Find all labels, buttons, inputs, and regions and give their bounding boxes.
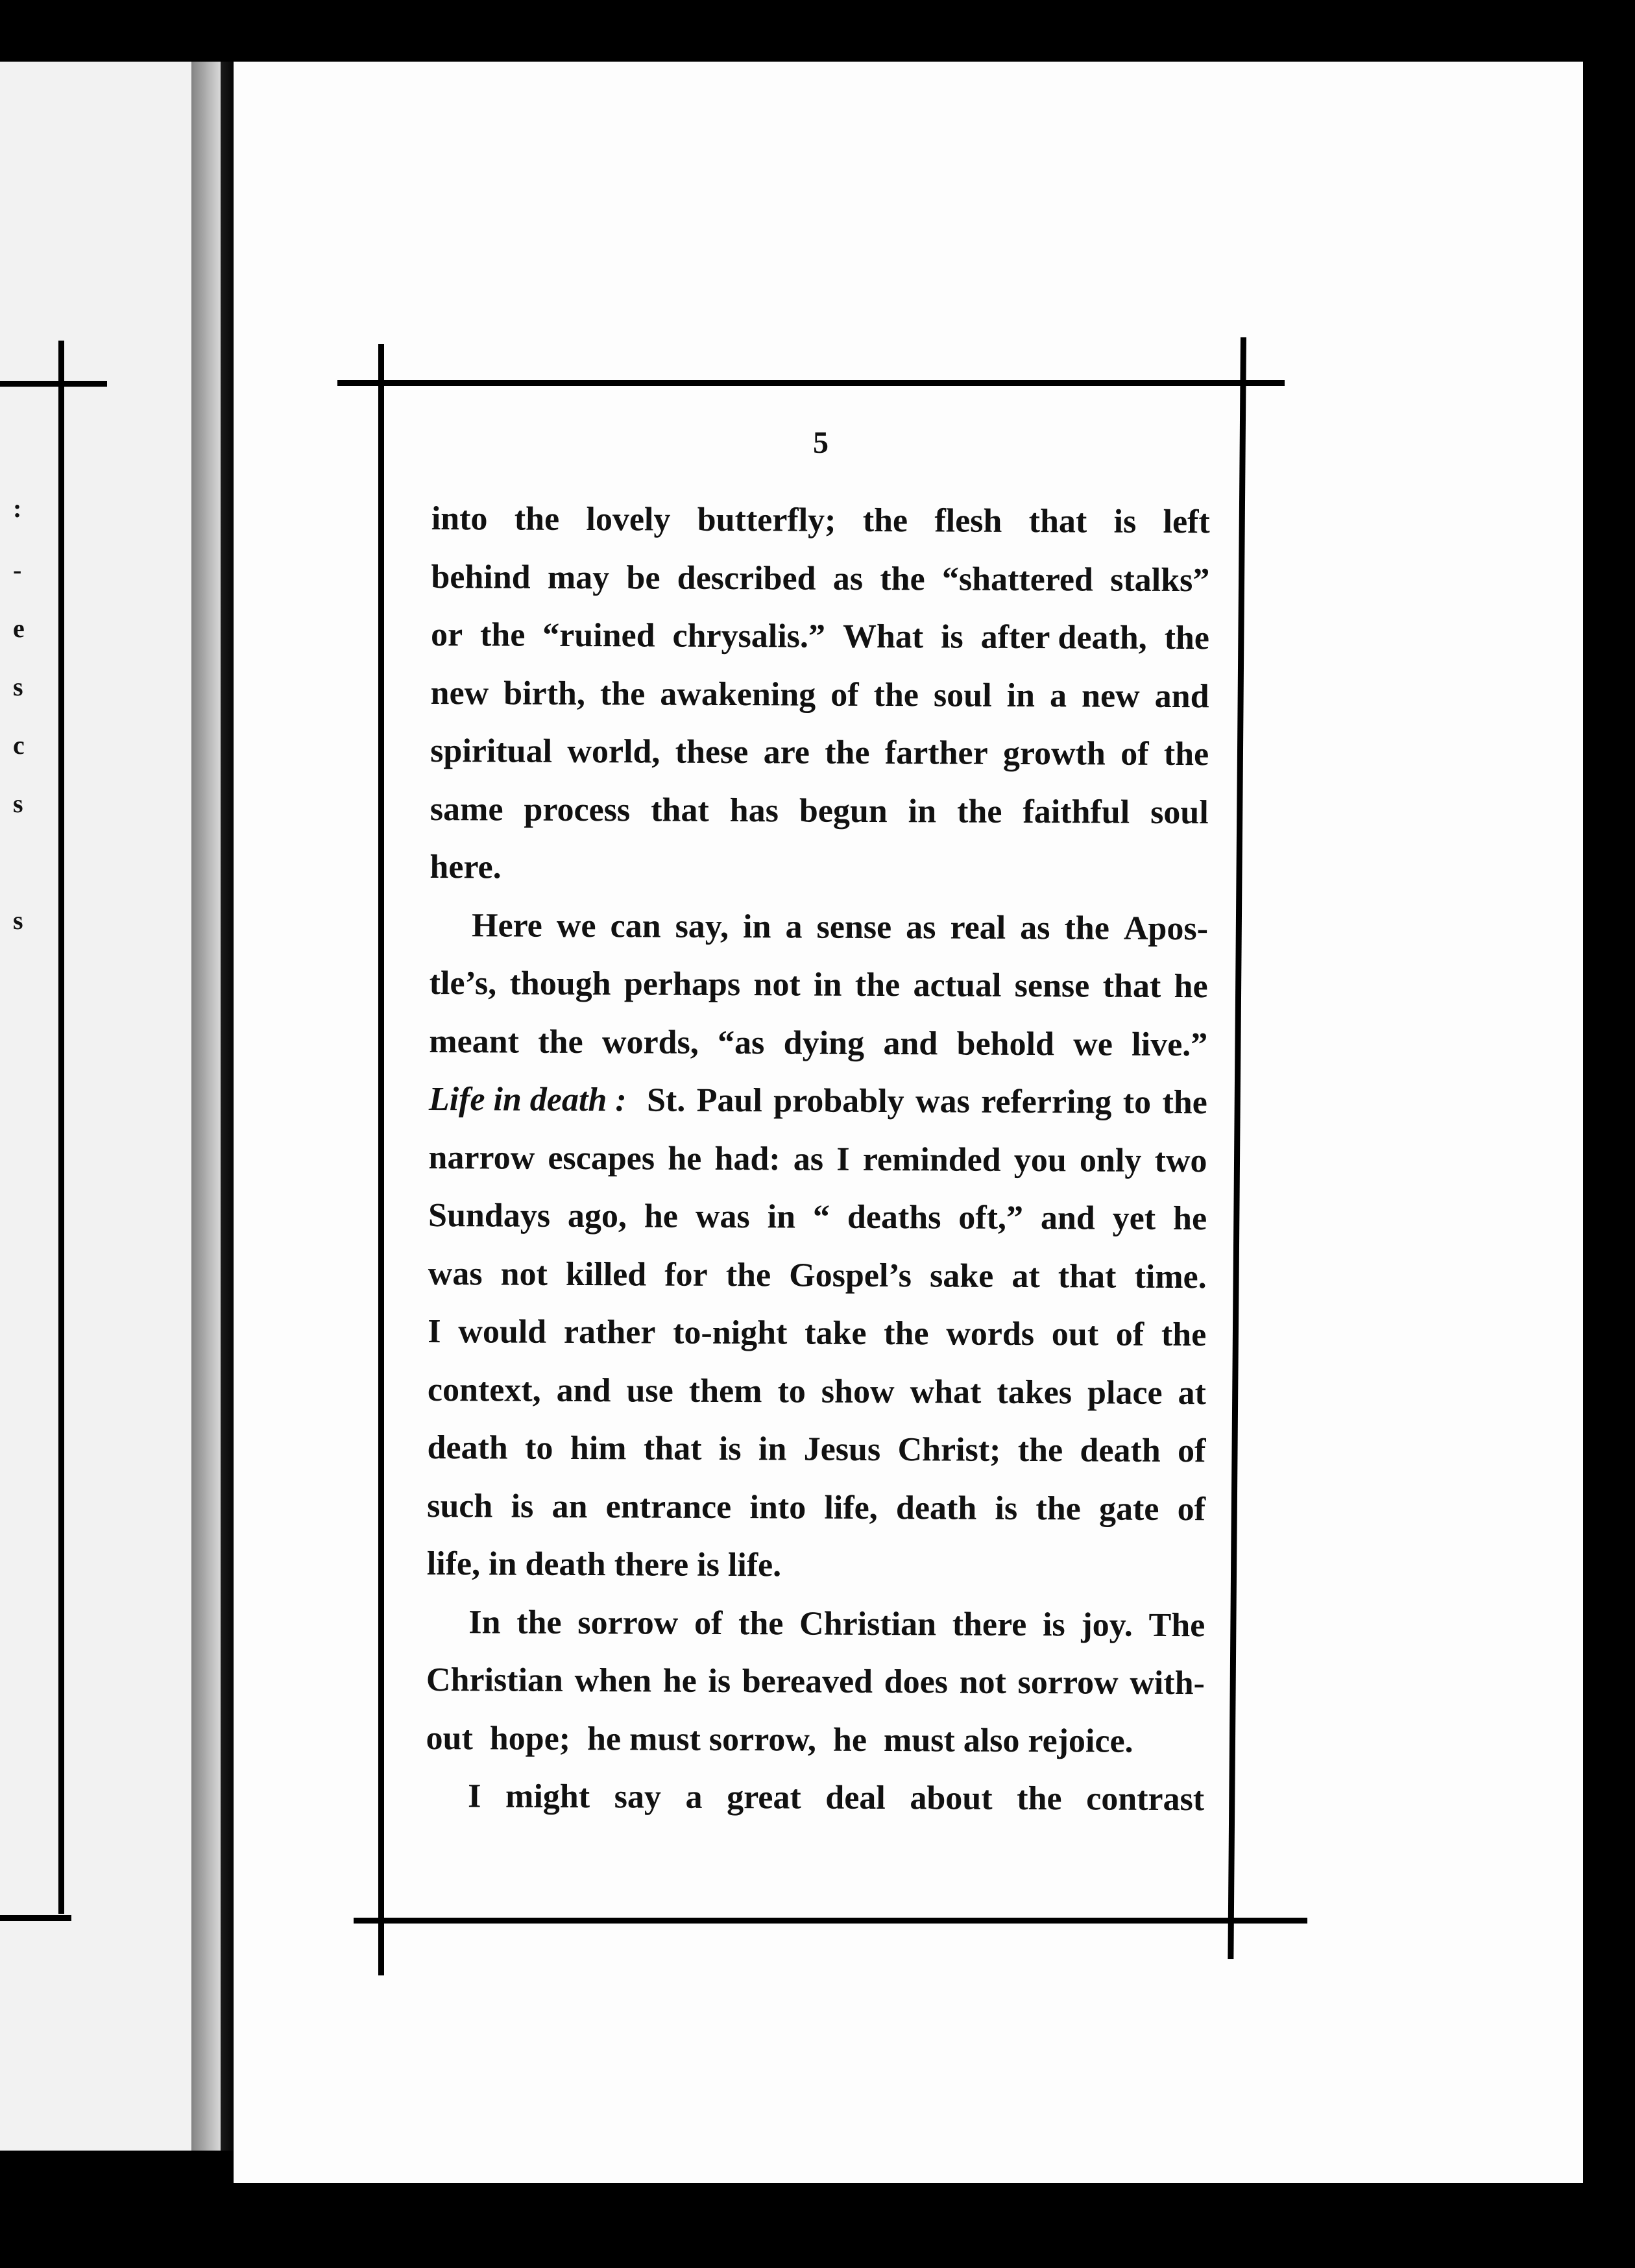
word: reminded — [862, 1140, 1001, 1179]
word: two — [1154, 1142, 1207, 1179]
line-text: out hope; he must sorrow, he must also rejoice. — [426, 1719, 1133, 1760]
word: the — [738, 1604, 784, 1642]
word: use — [626, 1371, 673, 1410]
word: death — [895, 1489, 977, 1527]
word: the — [862, 501, 908, 540]
word: stalks” — [1110, 561, 1210, 599]
word: he — [644, 1198, 679, 1235]
word: and — [1040, 1200, 1095, 1237]
word: referring — [981, 1083, 1112, 1121]
previous-page-mark: : — [13, 494, 22, 523]
text-line — [426, 1651, 1205, 1713]
text-line — [429, 954, 1207, 1016]
word: rather — [563, 1313, 656, 1351]
word: the — [1064, 909, 1110, 947]
word: sorrow — [577, 1604, 679, 1642]
word: words — [946, 1315, 1035, 1353]
word: soul — [1150, 793, 1209, 831]
text-line — [429, 1012, 1207, 1074]
word: contrast — [1086, 1780, 1205, 1818]
word: not — [500, 1255, 548, 1293]
text-line — [431, 606, 1209, 668]
italic-phrase: Life in death : — [428, 1080, 627, 1119]
word: he — [668, 1140, 702, 1177]
word: begun — [799, 791, 888, 830]
word: that — [1058, 1257, 1117, 1296]
word: “ruined — [542, 616, 655, 655]
text-line — [431, 490, 1210, 551]
word: such — [427, 1487, 493, 1525]
word: of — [1120, 735, 1149, 773]
word: the — [1017, 1779, 1062, 1818]
word: of — [694, 1604, 723, 1642]
word: the — [880, 560, 925, 597]
word: a — [785, 908, 803, 945]
word: has — [729, 791, 779, 829]
text-line — [427, 1477, 1205, 1538]
text-line — [430, 838, 1208, 900]
word: narrow — [428, 1139, 535, 1177]
word: that — [1102, 967, 1161, 1005]
word: killed — [565, 1255, 647, 1293]
text-line — [426, 1593, 1205, 1654]
word: when — [574, 1661, 652, 1700]
word: actual — [913, 967, 1002, 1004]
word: not — [753, 966, 801, 1004]
previous-page-rule-vertical — [58, 341, 64, 1914]
word: and — [1154, 677, 1209, 715]
word: him — [570, 1429, 627, 1467]
word: what — [910, 1373, 982, 1411]
text-line — [429, 1070, 1207, 1132]
word: growth — [1002, 734, 1106, 773]
word: that — [651, 791, 709, 829]
word: we — [556, 907, 596, 945]
word: take — [805, 1314, 867, 1352]
word: with- — [1130, 1664, 1205, 1702]
word: the — [1164, 619, 1210, 657]
word: probably — [773, 1082, 904, 1120]
word: deaths — [847, 1198, 941, 1237]
word: in — [742, 908, 771, 945]
word: to — [777, 1372, 806, 1410]
word: faithful — [1023, 793, 1130, 831]
word: the — [884, 1315, 929, 1353]
word: yet — [1112, 1200, 1156, 1237]
line-text: here. — [430, 848, 502, 886]
word: you — [1013, 1141, 1067, 1179]
word: meant — [429, 1022, 520, 1061]
word: after death, — [980, 618, 1147, 657]
word: is — [995, 1490, 1018, 1527]
word: Gospel’s — [789, 1256, 912, 1294]
word: about — [910, 1779, 993, 1817]
word: had: — [714, 1140, 781, 1177]
word: out — [1051, 1316, 1099, 1353]
word: might — [505, 1778, 590, 1816]
word: of — [1115, 1316, 1144, 1353]
word: is — [1042, 1606, 1065, 1643]
word: “shattered — [941, 560, 1094, 598]
previous-page-rule-top — [0, 381, 107, 387]
previous-page-mark: e — [13, 614, 25, 643]
word: he — [1174, 968, 1208, 1006]
word: only — [1079, 1141, 1142, 1179]
text-line — [430, 896, 1208, 958]
word: the — [600, 675, 646, 712]
page-number: 5 — [813, 426, 829, 460]
word: at — [1011, 1257, 1040, 1295]
word: the — [516, 1604, 562, 1641]
word: place — [1087, 1373, 1163, 1412]
word: say — [614, 1778, 662, 1816]
word: not — [959, 1663, 1007, 1701]
word: in — [758, 1430, 787, 1468]
text-line — [430, 664, 1209, 725]
text-line — [426, 1709, 1204, 1770]
word: an — [551, 1488, 588, 1525]
word: in — [767, 1198, 796, 1236]
word: death — [427, 1429, 508, 1467]
word: for — [664, 1256, 708, 1294]
word: “ — [812, 1198, 830, 1236]
word: the — [957, 793, 1002, 830]
word: say, — [675, 908, 729, 945]
previous-page-rule-bottom — [0, 1915, 71, 1921]
word: Christian — [426, 1661, 564, 1699]
text-line — [428, 1128, 1207, 1190]
text-line — [430, 780, 1209, 841]
word: life, — [824, 1489, 878, 1526]
word: them — [688, 1372, 762, 1410]
word: was — [915, 1083, 970, 1120]
word: same — [430, 790, 503, 828]
word: birth, — [503, 674, 586, 712]
word: into — [431, 500, 488, 538]
word: show — [821, 1373, 895, 1410]
word: was — [428, 1255, 483, 1292]
word: sense — [1014, 967, 1090, 1005]
word: the — [1036, 1490, 1081, 1527]
frame-rule-left — [378, 344, 384, 1975]
previous-page-fragment — [0, 62, 221, 2151]
word: as — [1020, 909, 1050, 947]
previous-page-mark: c — [13, 730, 25, 760]
word: these — [675, 733, 749, 771]
word: farther — [884, 734, 988, 772]
word: Sundays — [428, 1196, 551, 1235]
word: is — [940, 618, 963, 656]
word: the — [1017, 1431, 1063, 1469]
word: sorrow — [1017, 1663, 1119, 1702]
word: new — [1081, 677, 1140, 715]
word: Here — [471, 906, 542, 945]
previous-page-mark: s — [13, 672, 23, 701]
frame-rule-top — [337, 380, 1285, 386]
word: though — [509, 965, 611, 1003]
word: is — [511, 1488, 534, 1525]
word: of — [1178, 1432, 1206, 1470]
word: of — [1177, 1490, 1206, 1528]
word: takes — [997, 1373, 1072, 1411]
word: words, — [601, 1023, 699, 1061]
word: or — [430, 616, 463, 654]
word: bereaved — [742, 1663, 873, 1700]
text-line — [428, 1303, 1206, 1364]
word: The — [1148, 1606, 1205, 1644]
word: Paul — [696, 1081, 762, 1120]
word: live.” — [1132, 1026, 1208, 1063]
word: butterfly; — [697, 501, 836, 539]
word: soul — [933, 676, 992, 714]
word: behold — [956, 1025, 1055, 1063]
word: entrance — [605, 1488, 732, 1526]
word: sense — [816, 908, 892, 946]
word: as — [793, 1140, 824, 1178]
word: great — [727, 1779, 801, 1816]
word: may — [547, 559, 610, 596]
word: Christ; — [897, 1431, 1001, 1469]
word: joy. — [1081, 1606, 1133, 1644]
word: in — [1006, 677, 1036, 714]
word: the — [479, 616, 526, 654]
word: to — [1122, 1083, 1152, 1121]
text-line — [430, 722, 1209, 784]
frame-rule-bottom — [354, 1918, 1307, 1924]
word: left — [1163, 503, 1210, 541]
word: I — [836, 1140, 850, 1178]
word: the — [514, 500, 560, 538]
word: be — [626, 559, 660, 597]
word: to — [525, 1429, 553, 1467]
word: What — [842, 618, 924, 656]
text-line — [427, 1535, 1205, 1597]
word: that — [643, 1430, 702, 1467]
word: Jesus — [803, 1430, 881, 1469]
word: sake — [929, 1257, 994, 1295]
word: and — [556, 1371, 611, 1409]
word: process — [524, 791, 631, 828]
previous-page-mark: - — [13, 555, 22, 585]
word: is — [718, 1430, 742, 1468]
word: into — [749, 1488, 806, 1526]
word: and — [883, 1024, 938, 1062]
word: he — [662, 1662, 697, 1700]
word: gate — [1098, 1490, 1159, 1528]
word: spiritual — [430, 732, 553, 770]
word: as — [832, 560, 864, 597]
text-line — [428, 1244, 1207, 1306]
word: the — [1161, 1316, 1207, 1354]
word: real — [950, 908, 1006, 947]
word: the — [854, 966, 901, 1004]
word: perhaps — [624, 965, 741, 1004]
text-line — [427, 1419, 1205, 1480]
word: a — [685, 1778, 703, 1816]
word: at — [1178, 1374, 1207, 1412]
word: there — [952, 1606, 1027, 1643]
word: flesh — [934, 502, 1002, 540]
word: Apos- — [1123, 910, 1209, 947]
word: world, — [567, 732, 660, 771]
word: a — [1049, 677, 1067, 714]
word: time. — [1134, 1258, 1207, 1296]
word: escapes — [548, 1139, 655, 1177]
word: chrysalis.” — [672, 617, 826, 655]
word: Christian — [799, 1604, 937, 1643]
word: the — [538, 1023, 583, 1061]
word: dying — [783, 1024, 865, 1062]
text-line — [428, 1187, 1207, 1248]
word: I — [428, 1312, 441, 1351]
word: the — [1162, 1083, 1207, 1122]
line-text: life, in death there is life. — [426, 1545, 782, 1584]
previous-page-mark: s — [13, 906, 23, 935]
text-line — [431, 548, 1209, 609]
word: ago, — [567, 1197, 627, 1235]
word: as — [906, 908, 936, 946]
word: the — [725, 1256, 771, 1294]
word: in — [908, 792, 937, 830]
word: described — [677, 559, 816, 597]
word: deal — [825, 1779, 886, 1817]
word: the — [825, 734, 870, 771]
word: new — [430, 674, 489, 712]
word: lovely — [586, 501, 671, 538]
text-line — [428, 1360, 1206, 1422]
word: of — [830, 676, 859, 714]
word: St. — [646, 1081, 686, 1119]
word: tle’s, — [429, 964, 497, 1002]
word: are — [763, 734, 810, 771]
book-gutter-shadow — [191, 62, 237, 2151]
word: awakening — [660, 675, 816, 714]
word: he — [1172, 1200, 1207, 1238]
word: oft,” — [958, 1199, 1024, 1237]
word: is — [708, 1662, 731, 1700]
previous-page-mark: s — [13, 789, 23, 818]
word: “as — [718, 1024, 765, 1061]
word: In — [468, 1603, 501, 1641]
text-line — [426, 1767, 1204, 1829]
word: does — [884, 1663, 949, 1701]
word: the — [873, 676, 919, 714]
word: to-night — [673, 1314, 788, 1352]
word: death — [1080, 1432, 1161, 1469]
word: I — [468, 1778, 481, 1815]
word: was — [695, 1198, 750, 1236]
word: behind — [431, 558, 531, 596]
word: is — [1113, 503, 1137, 540]
word: context, — [427, 1371, 541, 1409]
word: can — [610, 907, 661, 945]
word: we — [1073, 1025, 1113, 1063]
word: would — [458, 1313, 547, 1351]
word: the — [1163, 735, 1209, 773]
body-text — [426, 490, 1210, 1829]
word: that — [1028, 503, 1087, 540]
word: in — [814, 966, 842, 1004]
